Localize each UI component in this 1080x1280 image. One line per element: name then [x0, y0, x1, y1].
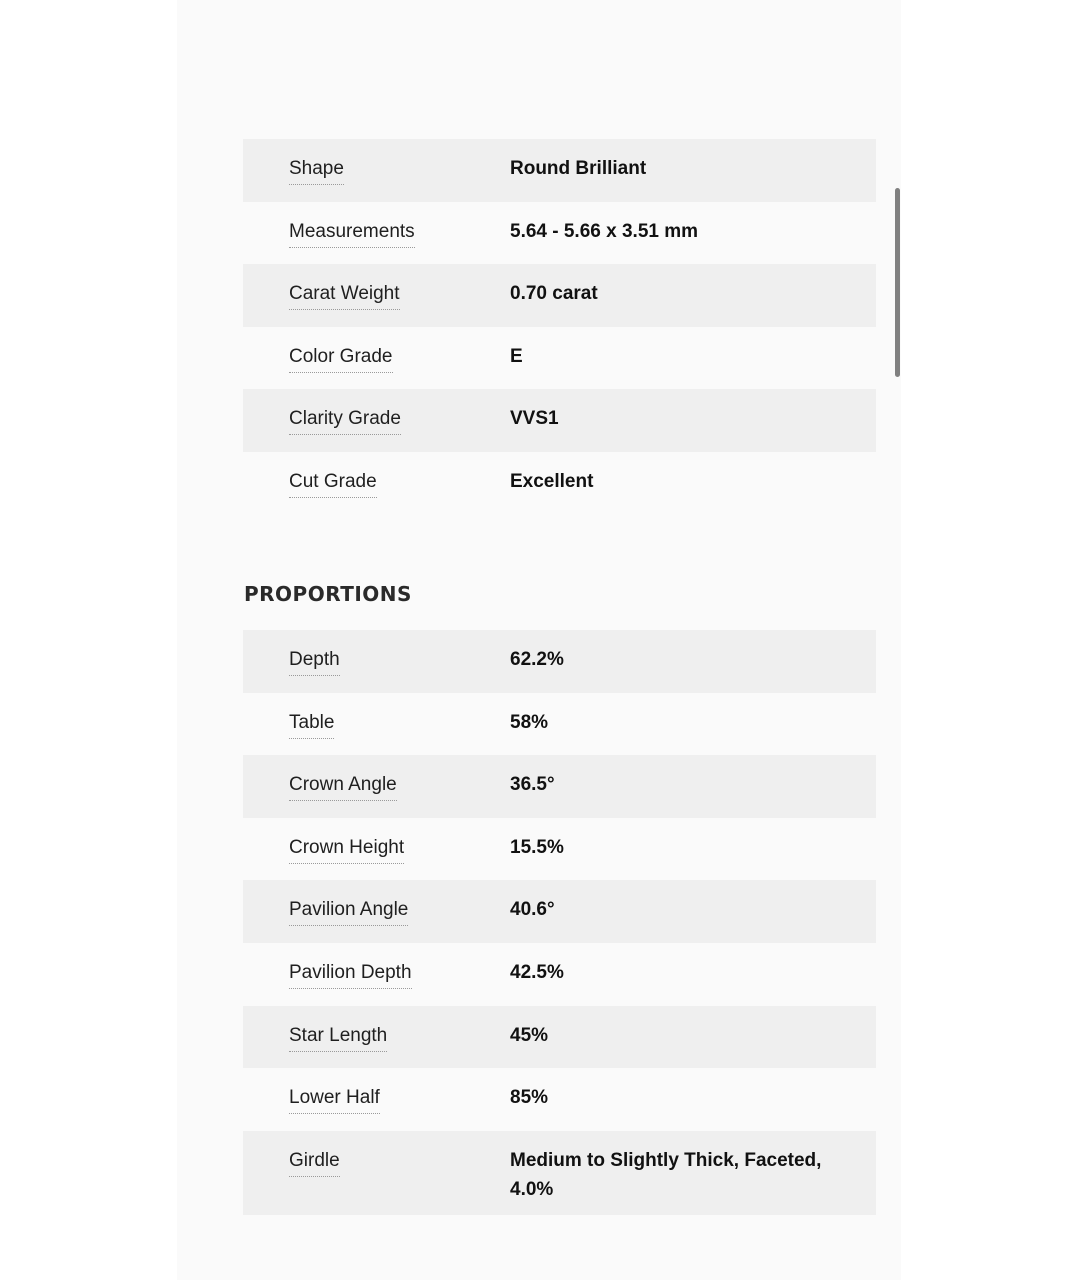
row-value: VVS1: [510, 408, 559, 430]
row-label[interactable]: Color Grade: [289, 345, 393, 373]
row-label[interactable]: Table: [289, 711, 334, 739]
proportions-heading: PROPORTIONS: [244, 582, 412, 606]
row-label[interactable]: Pavilion Depth: [289, 961, 412, 989]
table-row: [243, 327, 876, 390]
row-label[interactable]: Shape: [289, 157, 344, 185]
row-label[interactable]: Crown Height: [289, 836, 404, 864]
table-row: [243, 452, 876, 515]
row-label[interactable]: Measurements: [289, 220, 415, 248]
row-value: 42.5%: [510, 961, 564, 983]
row-label[interactable]: Lower Half: [289, 1086, 380, 1114]
table-row: [243, 1006, 876, 1069]
row-value: 15.5%: [510, 836, 564, 858]
row-label[interactable]: Pavilion Angle: [289, 898, 408, 926]
scrollbar-thumb[interactable]: [895, 188, 900, 377]
table-row: [243, 1131, 876, 1215]
row-value: 0.70 carat: [510, 283, 598, 305]
row-value: Round Brilliant: [510, 158, 647, 179]
table-row: [243, 943, 876, 1006]
row-value: 5.64 - 5.66 x 3.51 mm: [510, 220, 699, 242]
row-label[interactable]: Crown Angle: [289, 773, 397, 801]
table-row: [243, 389, 876, 452]
row-label[interactable]: Girdle: [289, 1149, 340, 1177]
row-label[interactable]: Carat Weight: [289, 282, 400, 310]
row-label[interactable]: Depth: [289, 648, 340, 676]
row-value: E: [510, 345, 523, 367]
row-value: 36.5°: [510, 774, 555, 796]
table-row: [243, 755, 876, 818]
table-row: [243, 264, 876, 327]
row-value: 85%: [510, 1087, 549, 1109]
row-value: Medium to Slightly Thick, Faceted, 4.0%: [510, 1149, 822, 1200]
table-row: [243, 139, 876, 202]
table-row: [243, 880, 876, 943]
details-table: [243, 139, 876, 515]
row-value: 40.6°: [510, 899, 555, 921]
row-value: 45%: [510, 1024, 549, 1046]
row-label[interactable]: Cut Grade: [289, 470, 377, 498]
row-label[interactable]: Star Length: [289, 1024, 387, 1052]
row-value: Excellent: [510, 470, 594, 492]
row-value: 62.2%: [510, 649, 564, 670]
table-row: [243, 693, 876, 756]
proportions-table: [243, 630, 876, 1215]
table-row: [243, 202, 876, 265]
table-row: [243, 630, 876, 693]
table-row: [243, 818, 876, 881]
row-label[interactable]: Clarity Grade: [289, 407, 401, 435]
row-value: 58%: [510, 711, 549, 733]
table-row: [243, 1068, 876, 1131]
